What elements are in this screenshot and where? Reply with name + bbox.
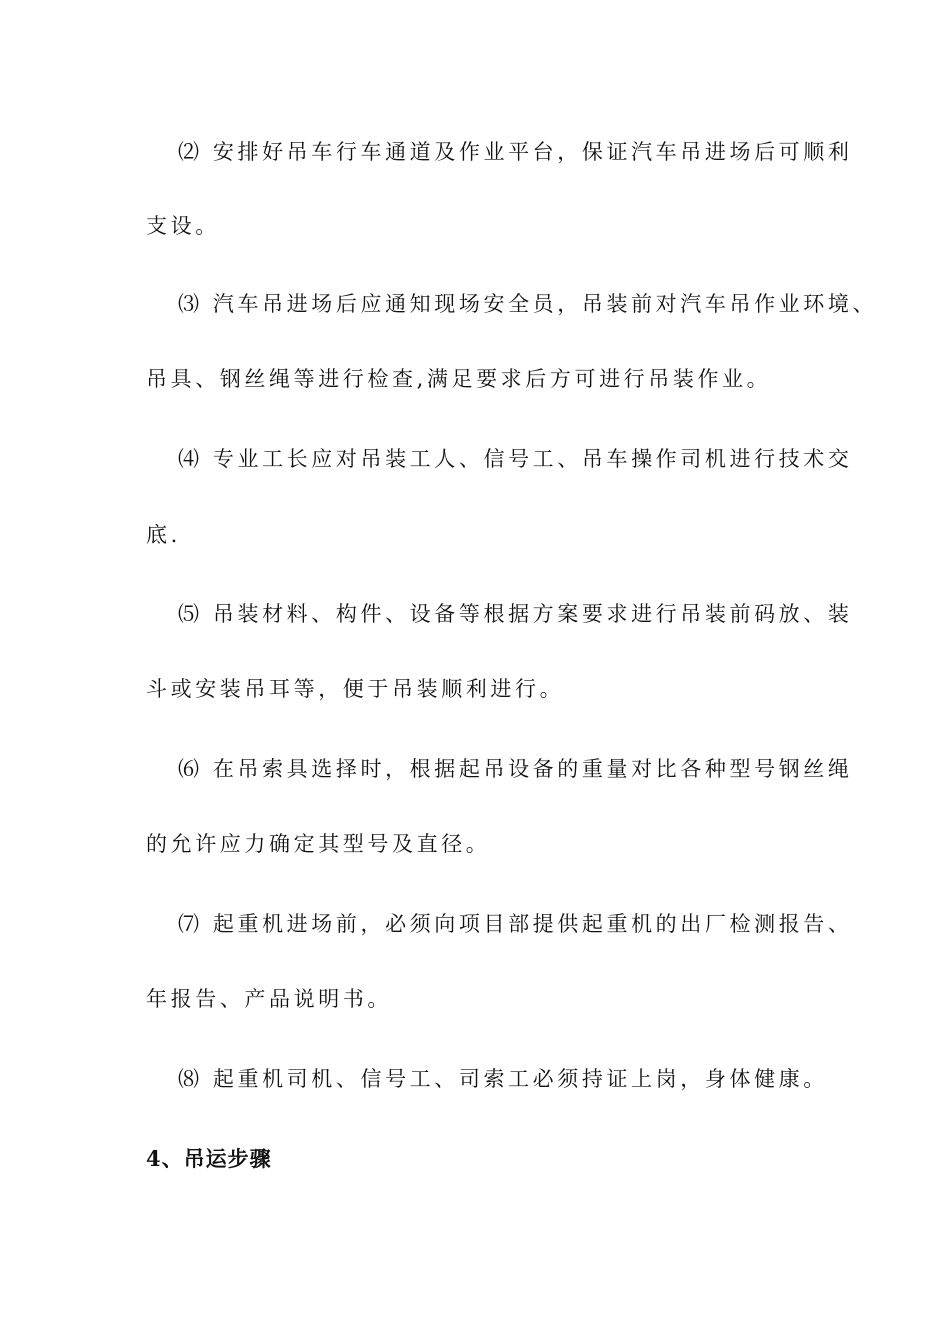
- paragraph-7-line-2: 年报告、产品说明书。: [146, 987, 392, 1011]
- paragraph-6-line-1: ⑹ 在吊索具选择时，根据起吊设备的重量对比各种型号钢丝绳: [178, 757, 853, 781]
- paragraph-2-line-1: ⑵ 安排好吊车行车通道及作业平台，保证汽车吊进场后可顺利: [178, 140, 853, 164]
- paragraph-5-line-1: ⑸ 吊装材料、构件、设备等根据方案要求进行吊装前码放、装: [178, 602, 853, 626]
- paragraph-8-line-1: ⑻ 起重机司机、信号工、司索工必须持证上岗，身体健康。: [178, 1067, 828, 1091]
- paragraph-3-line-1: ⑶ 汽车吊进场后应通知现场安全员，吊装前对汽车吊作业环境、: [178, 292, 878, 316]
- paragraph-4-line-1: ⑷ 专业工长应对吊装工人、信号工、吊车操作司机进行技术交: [178, 447, 853, 471]
- paragraph-3-line-2: 吊具、钢丝绳等进行检查,满足要求后方可进行吊装作业。: [146, 367, 772, 391]
- paragraph-5-line-2: 斗或安装吊耳等，便于吊装顺利进行。: [146, 677, 565, 701]
- paragraph-2-line-2: 支设。: [146, 214, 220, 238]
- paragraph-6-line-2: 的允许应力确定其型号及直径。: [146, 832, 491, 856]
- paragraph-4-line-2: 底.: [146, 523, 181, 547]
- paragraph-7-line-1: ⑺ 起重机进场前，必须向项目部提供起重机的出厂检测报告、: [178, 912, 853, 936]
- section-heading: 4、吊运步骤: [146, 1146, 272, 1171]
